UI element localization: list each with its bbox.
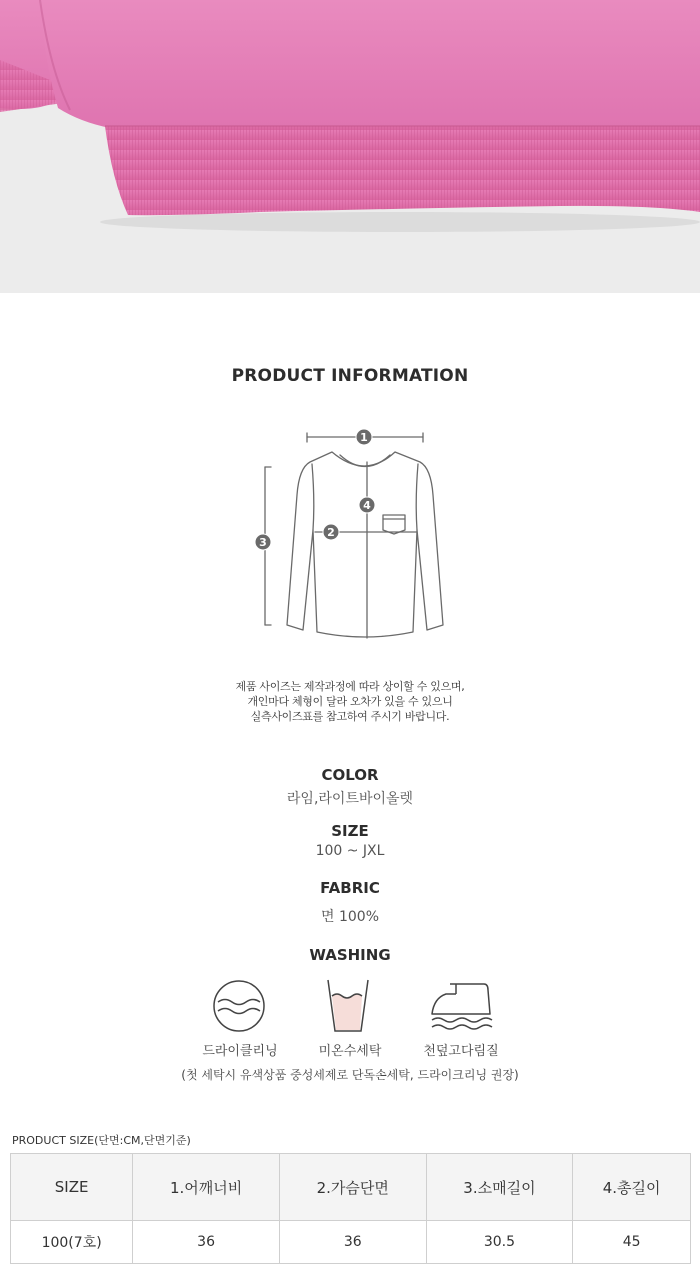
size-notice — [0, 679, 700, 724]
marker-2-label: 2 — [327, 526, 335, 539]
size-table-caption: PRODUCT SIZE(단면:CM,단면기준) — [12, 1134, 191, 1147]
header-length: 4.총길이 — [573, 1154, 691, 1221]
lukewarm-wash-icon — [323, 978, 373, 1036]
size-table — [10, 1153, 691, 1264]
table-row — [11, 1221, 691, 1264]
size-measurement-diagram — [245, 420, 455, 650]
table-cell: 100(7호) — [11, 1221, 133, 1264]
table-cell: 45 — [573, 1221, 691, 1264]
size-value: 100 ~ JXL — [315, 843, 385, 859]
header-size: SIZE — [11, 1154, 133, 1221]
header-chest: 2.가슴단면 — [279, 1154, 426, 1221]
notice-line: 실측사이즈표를 참고하여 주시기 바랍니다. — [250, 710, 450, 723]
iron-cloth-icon — [428, 980, 494, 1034]
product-photo — [0, 0, 700, 293]
iron-cloth-label: 천덮고다림질 — [423, 1044, 499, 1059]
dry-cleaning-label: 드라이클리닝 — [202, 1044, 278, 1059]
color-value: 라임,라이트바이올렛 — [286, 791, 414, 807]
table-cell: 36 — [133, 1221, 280, 1264]
fabric-label: FABRIC — [320, 879, 380, 897]
dry-cleaning-icon — [211, 978, 267, 1034]
washing-label: WASHING — [309, 946, 391, 964]
table-cell: 36 — [279, 1221, 426, 1264]
marker-3-label: 3 — [259, 536, 267, 549]
marker-1-label: 1 — [360, 431, 368, 444]
size-table-header-row — [11, 1154, 691, 1221]
fabric-value: 면 100% — [321, 909, 379, 925]
header-sleeve: 3.소매길이 — [426, 1154, 573, 1221]
notice-line: 개인마다 체형이 달라 오차가 있을 수 있으니 — [247, 695, 453, 708]
marker-4-label: 4 — [363, 499, 371, 512]
product-information-title: PRODUCT INFORMATION — [231, 366, 469, 386]
lukewarm-wash-label: 미온수세탁 — [318, 1044, 382, 1059]
notice-line: 제품 사이즈는 제작과정에 따라 상이할 수 있으며, — [235, 680, 465, 693]
size-label: SIZE — [331, 822, 369, 840]
color-label: COLOR — [321, 766, 379, 784]
washing-note: (첫 세탁시 유색상품 중성세제로 단독손세탁, 드라이크리닝 권장) — [181, 1068, 519, 1082]
header-shoulder: 1.어깨너비 — [133, 1154, 280, 1221]
table-cell: 30.5 — [426, 1221, 573, 1264]
